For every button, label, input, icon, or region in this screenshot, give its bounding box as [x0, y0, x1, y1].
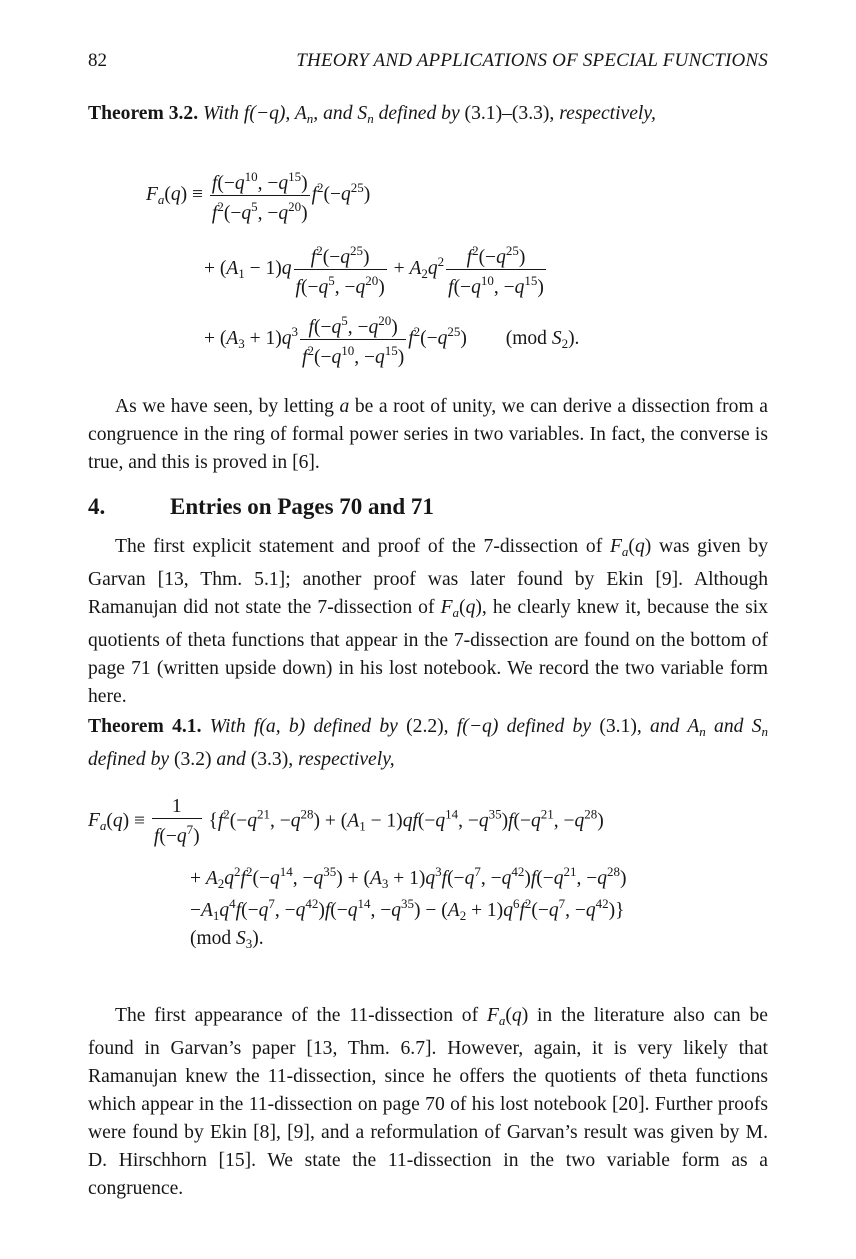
theorem-3-2-statement: Theorem 3.2. With f(−q), $A_n$, and $S_n$ defined by (3.1)–(3.3), respectively,	[88, 103, 656, 126]
paragraph-3: The first appearance of the 11-dissection of $F_a(q)$ in the literature also can be found in Garvan’s paper [13, Thm. 6.7]. However, again, it is very likely that Ramanujan knew the 11-dissection, since he offers the quotients of theta functions which appear in the 11-dissection on page 70 of his lost notebook [20]. Further proofs were found by Ekin [8], [9], and a reformulation of Garvan’s result was given by M. D. Hirschhorn [15]. We state the 11-dissection in the two variable form as a congruence.	[88, 1005, 768, 1199]
theorem-4-1-modulus: (mod $S_3$).	[190, 928, 264, 951]
theorem-4-1-equation-line-3: $-A_1q^4f(-q^7$, $-q^{42})f(-q^{14}$, $-q^{35}) - (A_2 + 1)q^6f^2(-q^7$, $-q^{42}$)}	[190, 896, 625, 923]
theorem-3-2-label: Theorem 3.2.	[88, 103, 199, 124]
theorem-4-1-equation-line-2: + $A_2q^2f^2(-q^{14}$, $-q^{35}) + (A_3 + 1)q^3f(-q^7$, $-q^{42})f(-q^{21}$, $-q^{28}$)	[190, 864, 627, 891]
theorem-4-1-statement: Theorem 4.1. With f(a, b) defined by (2.2), f(−q) defined by (3.1), and $A_n$ and $S_n$ defined by (3.2) and (3.3), respectively,	[88, 716, 768, 770]
running-title: THEORY AND APPLICATIONS OF SPECIAL FUNCTIONS	[296, 50, 768, 71]
theorem-3-2-equation-line-3: + $(A_3 + 1)q^3$ $\frac{f(-q^5, -q^{20})}{f^2(-q^{10}, -q^{15})}$ $f^2(-q^{25})$ (mod $S_2$).	[204, 313, 580, 368]
theorem-3-2-equation-line-1: $F_a(q)$ ≡ $\frac{f(-q^{10}, -q^{15})}{f^2(-q^5, -q^{20})}$ $f^2(-q^{25})$	[146, 169, 371, 224]
paragraph-1: As we have seen, by letting a be a root of unity, we can derive a dissection from a congruence in the ring of formal power series in two variables. In fact, the converse is true, and this is proved in [6].	[88, 396, 768, 473]
running-head	[88, 50, 768, 80]
section-title: Entries on Pages 70 and 71	[170, 494, 434, 519]
theorem-3-2-equation-line-2: + $(A_1 - 1)q$ $\frac{f^2(-q^{25})}{f(-q^5, -q^{20})}$ + $A_2q^2$ $\frac{f^2(-q^{25})}{f(-q^{10}, -q^{15})}$	[204, 243, 544, 298]
page-number: 82	[88, 50, 107, 71]
section-heading	[88, 494, 434, 520]
theorem-4-1-label: Theorem 4.1.	[88, 716, 202, 737]
section-number: 4.	[88, 494, 106, 519]
paragraph-2: The first explicit statement and proof of the 7-dissection of $F_a(q)$ was given by Garvan [13, Thm. 5.1]; another proof was later found by Ekin [9]. Although Ramanujan did not state the 7-dissection of $F_a(q)$, he clearly knew it, because the six quotients of theta functions that appear in the 7-dissection are found on the bottom of page 71 (written upside down) in his lost notebook. We record the two variable form here.	[88, 536, 769, 707]
theorem-4-1-equation-line-1: $F_a(q)$ ≡ $\frac{1}{f(-q^7)}$ {$f^2(-q^{21}$, $-q^{28}) + (A_1 - 1)qf(-q^{14}$, $-q^{35})f(-q^{21}$, $-q^{28}$)	[88, 796, 604, 847]
